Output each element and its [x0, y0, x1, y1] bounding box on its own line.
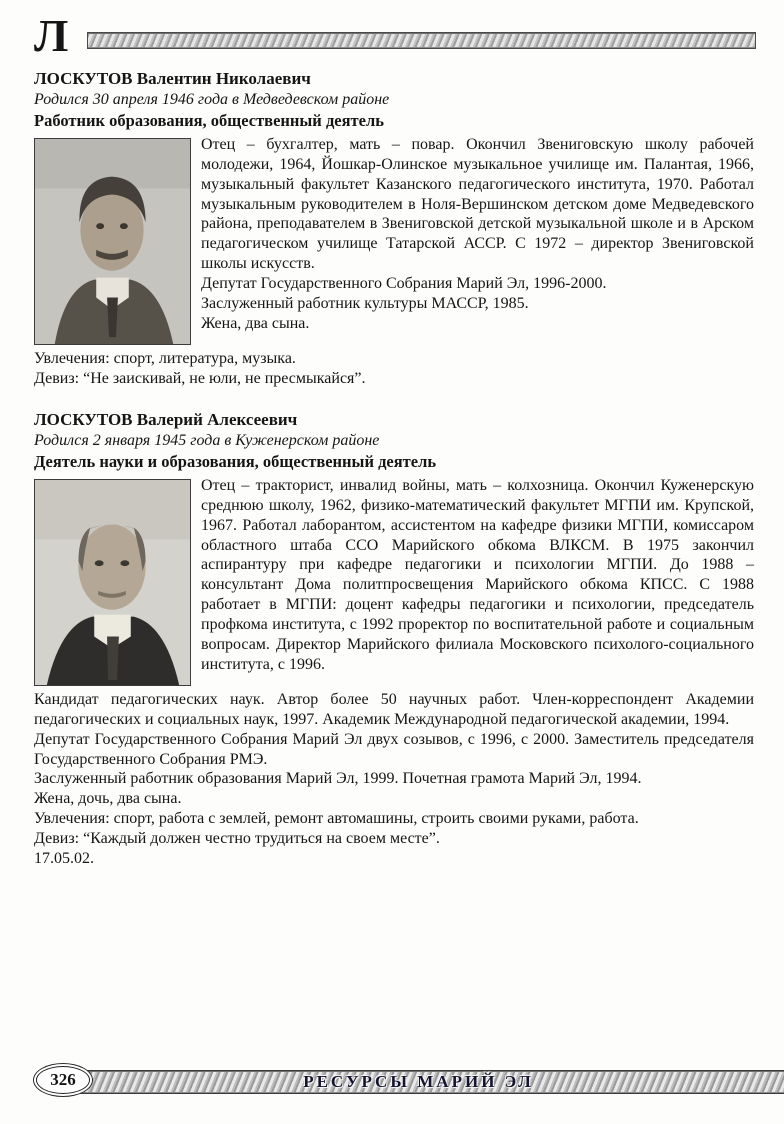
occupation-line: Работник образования, общественный деятель — [34, 110, 384, 130]
bio-line: Девиз: “Не заискивай, не юли, не пресмыкайся”. — [34, 369, 366, 387]
person-name: ЛОСКУТОВ Валентин Николаевич — [34, 68, 311, 88]
bio-line: Жена, дочь, два сына. — [34, 790, 182, 808]
portrait-photo — [34, 138, 191, 345]
entry-body — [34, 135, 754, 389]
bio-line: Депутат Государственного Собрания Марий Эл, 1996-2000. — [201, 274, 607, 292]
portrait-silhouette-icon — [35, 139, 190, 344]
section-header — [0, 0, 784, 61]
bio-line: Заслуженный работник культуры МАССР, 1985. — [201, 294, 529, 312]
bio-line: Жена, два сына. — [201, 314, 310, 332]
bio-line: Увлечения: спорт, литература, музыка. — [34, 350, 296, 368]
entries-area — [0, 58, 784, 869]
footer-bar — [52, 1070, 784, 1094]
bio-paragraph: Кандидат педагогических наук. Автор более 50 научных работ. Член-корреспондент Академии педагогических и социальных наук, 1997. Академик Международной педагогической академии, 1994. — [34, 691, 754, 728]
occupation-line: Деятель науки и образования, общественный деятель — [34, 451, 437, 471]
bio-paragraph: Отец – бухгалтер, мать – повар. Окончил Звениговскую школу рабочей молодежи, 1964, Йошкар-Олинское музыкальное училище им. Палантая, 1966, музыкальный факультет Казанского педагогического института, 1970. Работал музыкальным руководителем в Ноля-Вершинском детском доме Медведевского района, преподавателем в Звениговской детской музыкальной школе и в Арском педагогическом училище Татарской АССР. С 1972 – директор Звениговской школы искусств. — [201, 136, 754, 273]
bio-line: Заслуженный работник образования Марий Эл, 1999. Почетная грамота Марий Эл, 1994. — [34, 770, 642, 788]
bio-paragraph: Отец – тракторист, инвалид войны, мать – колхозница. Окончил Куженерскую среднюю школу, 1962, физико-математический факультет МГПИ им. Крупской, 1967. Работал лаборантом, ассистентом на кафедре физики МГПИ, комиссаром областного штаба ССО Марийского обкома ВЛКСМ. В 1975 закончил аспирантуру при кафедре педагогики и психологии МГПИ. До 1988 – консультант Дома политпросвещения Марийского обкома КПСС. С 1988 работает в МГПИ: доцент кафедры педагогики и психологии, председатель профкома института, с 1992 проректор по воспитательной работе и социальным вопросам. Директор Марийского филиала Московского психолого-социального института, с 1996. — [201, 477, 754, 673]
birth-line: Родился 2 января 1945 года в Куженерском районе — [34, 431, 380, 449]
decorative-rule — [87, 32, 756, 49]
entry-body — [34, 476, 754, 868]
bio-line: Увлечения: спорт, работа с землей, ремонт автомашины, строить своими руками, работа. — [34, 810, 639, 828]
bio-line: Девиз: “Каждый должен честно трудиться на своем месте”. — [34, 829, 440, 847]
page-footer — [0, 1070, 784, 1094]
person-name: ЛОСКУТОВ Валерий Алексеевич — [34, 409, 298, 429]
bio-paragraph: Депутат Государственного Собрания Марий Эл двух созывов, с 1996, с 2000. Заместитель председателя Государственного Собрания РМЭ. — [34, 730, 754, 768]
bio-line: 17.05.02. — [34, 849, 94, 867]
portrait-silhouette-icon — [35, 480, 190, 685]
page-number: 326 — [36, 1066, 90, 1094]
portrait-photo — [34, 479, 191, 686]
footer-title: РЕСУРСЫ МАРИЙ ЭЛ — [303, 1072, 534, 1091]
bio-entry-loskutov-valeriy — [34, 409, 754, 869]
bio-entry-loskutov-valentin — [34, 68, 754, 389]
birth-line: Родился 30 апреля 1946 года в Медведевском районе — [34, 90, 390, 108]
section-letter: Л — [34, 10, 70, 61]
